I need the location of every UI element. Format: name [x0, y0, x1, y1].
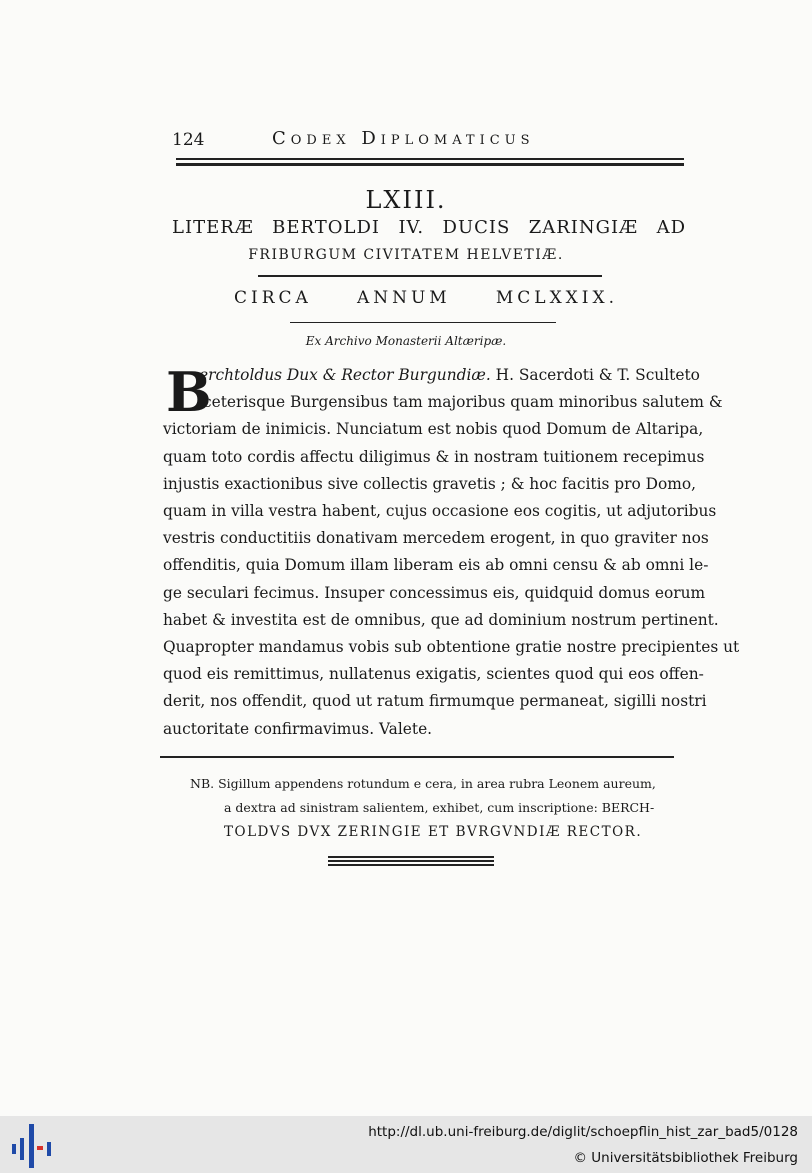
text-line: ceterisque Burgensibus tam majoribus quam minoribus salutem & [203, 393, 723, 412]
copyright-text: © Universitätsbibliothek Freiburg [573, 1150, 798, 1166]
text-line: quod eis remittimus, nullatenus exigatis, scientes quod qui eos offen- [163, 665, 704, 684]
library-logo-icon [12, 1124, 52, 1168]
document-date: CIRCA ANNUM MCLXXIX. [234, 288, 618, 308]
seal-note-line: a dextra ad sinistram salientem, exhibet, cum inscriptione: BERCH- [224, 800, 655, 815]
text-line: injustis exactionibus sive collectis gravetis ; & hoc facitis pro Domo, [163, 474, 697, 493]
text-line: quam toto cordis affectu diligimus & in nostram tuitionem recepimus [163, 447, 705, 466]
title-rule [258, 275, 602, 277]
end-rule-2 [328, 860, 494, 862]
source-url[interactable]: http://dl.ub.uni-freiburg.de/diglit/schoepflin_hist_zar_bad5/0128 [368, 1124, 798, 1140]
header-rule-top [176, 158, 684, 160]
date-rule [290, 322, 556, 323]
text-line: auctoritate confirmavimus. Valete. [163, 719, 433, 738]
seal-note [190, 772, 676, 844]
page-number: 124 [172, 130, 205, 150]
document-title-line-1: LITERÆ BERTOLDI IV. DUCIS ZARINGIÆ AD [172, 217, 686, 238]
source-line: Ex Archivo Monasterii Altæripæ. [305, 334, 507, 348]
text-line [163, 362, 700, 389]
text-line-rest: H. Sacerdoti & T. Sculteto [490, 366, 700, 384]
drop-cap: B [166, 360, 212, 424]
text-line-italic: erchtoldus Dux & Rector Burgundiæ. [199, 366, 491, 384]
text-line: quam in villa vestra habent, cujus occasione eos cogitis, ut adjutoribus [163, 502, 717, 521]
text-line: victoriam de inimicis. Nunciatum est nobis quod Domum de Altaripa, [163, 420, 704, 439]
document-number: LXIII. [365, 186, 447, 214]
text-line: Quapropter mandamus vobis sub obtentione gratie nostre precipientes ut [163, 638, 740, 657]
text-line: derit, nos offendit, quod ut ratum firmumque permaneat, sigilli nostri [163, 692, 707, 711]
seal-note-line: NB. Sigillum appendens rotundum e cera, in area rubra Leonem aureum, [190, 776, 656, 791]
running-title: Codex Diplomaticus [272, 128, 535, 149]
text-line: ge seculari fecimus. Insuper concessimus eis, quidquid domus eorum [163, 583, 706, 602]
end-rule-1 [328, 856, 494, 858]
charter-text [163, 362, 740, 743]
end-rule-3 [328, 864, 494, 866]
text-line: habet & investita est de omnibus, que ad dominium nostrum pertinent. [163, 610, 719, 629]
text-line: vestris conductitiis donativam mercedem erogent, in quo graviter nos [163, 529, 709, 548]
header-rule-bottom [176, 163, 684, 166]
text-line: offenditis, quia Domum illam liberam eis ab omni censu & ab omni le- [163, 556, 709, 575]
seal-note-line: TOLDVS DVX ZERINGIE ET BVRGVNDIÆ RECTOR. [224, 824, 643, 840]
text-end-rule [160, 756, 674, 758]
library-footer [0, 1116, 812, 1173]
document-title-line-2: FRIBURGUM CIVITATEM HELVETIÆ. [248, 247, 564, 263]
